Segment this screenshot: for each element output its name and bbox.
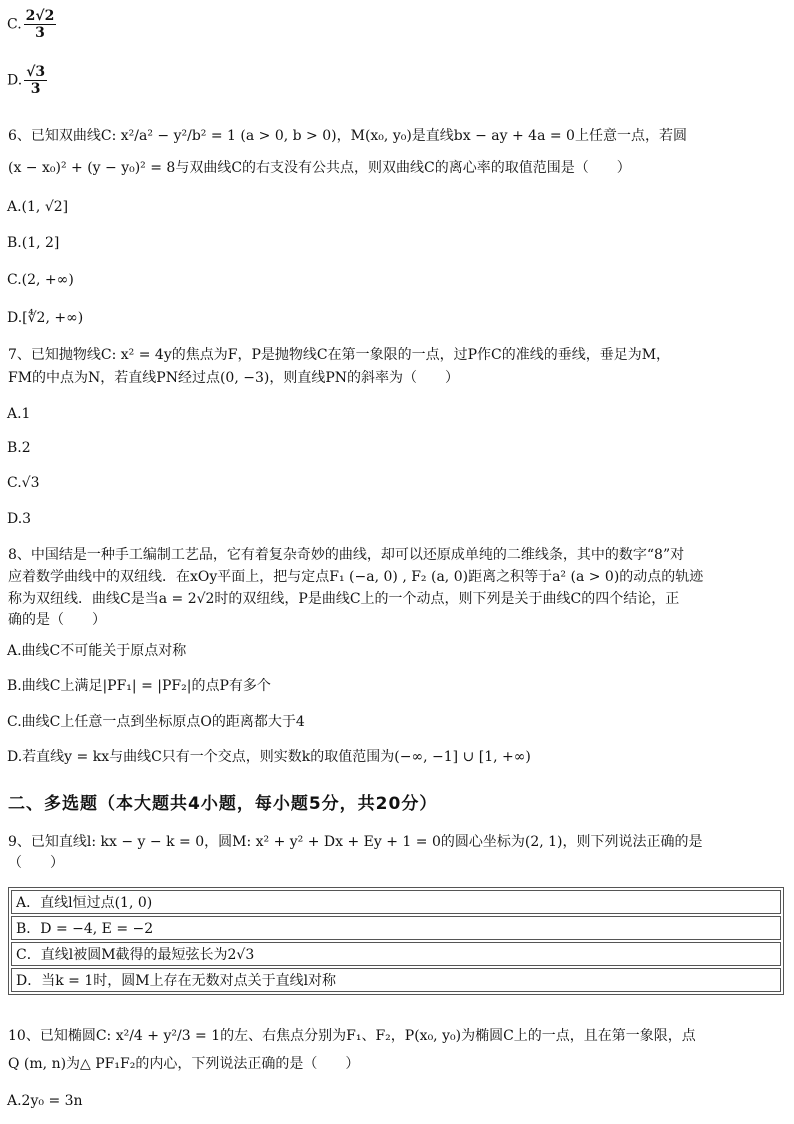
q6-stem-line2: (x − x₀)² + (y − y₀)² = 8与双曲线C的右支没有公共点，则双曲线C的离心率的取值范围是（ ） (8, 160, 631, 176)
q9-option-b: B．D = −4, E = −2 (11, 916, 781, 940)
q10-option-a: A.2y₀ = 3n (7, 1093, 83, 1109)
q7-stem-line1: 7、已知抛物线C: x² = 4y的焦点为F，P是抛物线C在第一象限的一点，过P作C的准线的垂线，垂足为M， (8, 347, 671, 363)
q9-option-c: C．直线l被圆M截得的最短弦长为2√3 (11, 942, 781, 966)
q6-option-c: C.(2, +∞) (7, 272, 74, 288)
q6-option-b: B.(1, 2] (7, 235, 60, 251)
q9-stem-line2: （ ） (8, 855, 64, 871)
q8-option-c: C.曲线C上任意一点到坐标原点O的距离都大于4 (7, 714, 305, 730)
q7-option-b: B.2 (7, 440, 31, 456)
section-multiple-choice-title: 二、多选题（本大题共4小题，每小题5分，共20分） (8, 794, 438, 814)
q9-option-row (11, 916, 781, 940)
q9-option-row (11, 942, 781, 966)
q9-option-row (11, 968, 781, 992)
q9-option-a: A．直线l恒过点(1, 0) (11, 890, 781, 914)
q7-option-a: A.1 (7, 406, 31, 422)
q7-option-d: D.3 (7, 511, 32, 527)
q5-option-c-value: $\frac{2√2}{3}$ (25, 8, 55, 41)
q8-option-b: B.曲线C上满足|PF₁| = |PF₂|的点P有多个 (7, 678, 271, 694)
q7-option-c: C.√3 (7, 475, 40, 491)
q8-option-d: D.若直线y = kx与曲线C只有一个交点，则实数k的取值范围为(−∞, −1] ∪ [1, +∞) (7, 749, 531, 765)
q5-option-c: C. $\frac{2√2}{3}$ (7, 8, 55, 41)
q6-option-a: A.(1, √2] (7, 199, 69, 215)
q7-stem-line2: FM的中点为N，若直线PN经过点(0, −3)，则直线PN的斜率为（ ） (8, 370, 460, 386)
q5-option-d: D. $\frac{√3}{3}$ (7, 64, 46, 97)
q8-stem-line2: 应着数学曲线中的双纽线．在xOy平面上，把与定点F₁ (−a, 0) , F₂ (a, 0)距离之积等于a² (a > 0)的动点的轨迹 (8, 569, 704, 585)
q6-stem-line1: 6、已知双曲线C: x²/a² − y²/b² = 1 (a > 0, b > 0)，M(x₀, y₀)是直线bx − ay + 4a = 0上任意一点，若圆 (8, 128, 687, 144)
q6-option-d: D.[∜2, +∞) (7, 310, 84, 326)
q9-option-row (11, 890, 781, 914)
q5-option-d-value: $\frac{√3}{3}$ (26, 64, 46, 97)
q8-stem-line4: 确的是（ ） (8, 612, 106, 628)
q10-stem-line1: 10、已知椭圆C: x²/4 + y²/3 = 1的左、右焦点分别为F₁、F₂，P(x₀, y₀)为椭圆C上的一点，且在第一象限，点 (8, 1028, 696, 1044)
q9-option-d: D．当k = 1时，圆M上存在无数对点关于直线l对称 (11, 968, 781, 992)
q9-options-table (8, 887, 784, 995)
q10-stem-line2: Q (m, n)为△ PF₁F₂的内心，下列说法正确的是（ ） (8, 1056, 360, 1072)
q8-stem-line1: 8、中国结是一种手工编制工艺品，它有着复杂奇妙的曲线，却可以还原成单纯的二维线条，其中的数字“8”对 (8, 547, 685, 563)
q9-stem-line1: 9、已知直线l: kx − y − k = 0，圆M: x² + y² + Dx + Ey + 1 = 0的圆心坐标为(2, 1)，则下列说法正确的是 (8, 834, 703, 850)
q8-option-a: A.曲线C不可能关于原点对称 (7, 643, 187, 659)
q8-stem-line3: 称为双纽线．曲线C是当a = 2√2时的双纽线，P是曲线C上的一个动点，则下列是关于曲线C的四个结论，正 (8, 591, 680, 607)
